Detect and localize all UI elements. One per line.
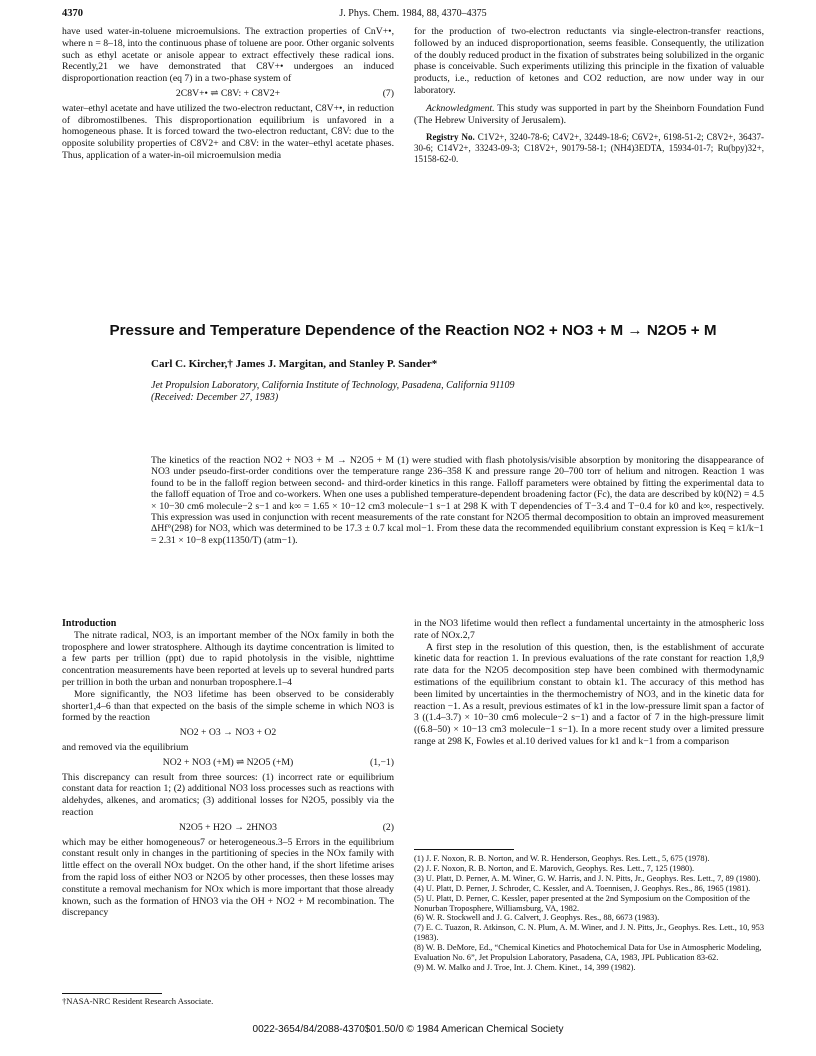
intro-paragraph-4: which may be either homogeneous7 or heterogeneous.3–5 Errors in the equilibrium constant result only in changes in the partitioning of species in the NOx family with little effect on the overall NOx budget. On the other hand, if the short lifetime arises from the rapid loss of either NO3 or N2O5 by other processes, then these losses may constitute a removal mechanism for NOx which is more important that those already known, such as the formation of HNO3 via the OH + NO2 + M recombination. The discrepancy bbox=[62, 836, 394, 919]
footnote: †NASA-NRC Resident Research Associate. bbox=[62, 996, 214, 1006]
equation-1-number: (1,−1) bbox=[369, 756, 394, 768]
intro-paragraph-3: This discrepancy can result from three sources: (1) incorrect rate or equilibrium constant data for reaction 1; (2) additional NO3 loss processes such as reactions with aldehydes, alkenes, and aromatics; (3) additional losses for N2O5, possibly via the reaction bbox=[62, 771, 394, 818]
prev-article-left-column bbox=[62, 26, 394, 162]
reference-item: (6) W. R. Stockwell and J. G. Calvert, J. Geophys. Res., 88, 6673 (1983). bbox=[414, 913, 660, 923]
affiliation-block bbox=[151, 380, 515, 403]
reference-item: (8) W. B. DeMore, Ed., “Chemical Kinetics and Photochemical Data for Use in Atmospheric Modeling, Evaluation No. 6”, Jet Propulsion Laboratory, Pasadena, CA, 1983, JPL Publication 83-62. bbox=[414, 943, 762, 963]
reference-item: (4) U. Platt, D. Perner, J. Schroder, C. Kessler, and A. Toennisen, J. Geophys. Res., 86, 1965 (1981). bbox=[414, 883, 751, 893]
prev-article-right-column bbox=[414, 26, 764, 165]
acknowledgment-text: This study was supported in part by the Sheinborn Foundation Fund (The Hebrew University of Jerusalem). bbox=[414, 102, 764, 126]
reference-item: (1) J. F. Noxon, R. B. Norton, and W. R. Henderson, Geophys. Res. Lett., 5, 675 (1978). bbox=[414, 854, 710, 863]
registry-label: Registry No. bbox=[426, 132, 475, 143]
body-right-column bbox=[414, 618, 764, 748]
references-rule bbox=[414, 849, 514, 850]
equation-formation: NO2 + O3 → NO3 + O2 bbox=[179, 727, 277, 739]
authors: Carl C. Kircher,† James J. Margitan, and Stanley P. Sander* bbox=[151, 358, 438, 370]
right-paragraph-1: in the NO3 lifetime would then reflect a fundamental uncertainty in the atmospheric loss rate of NOx.2,7 bbox=[414, 618, 764, 641]
equation-7 bbox=[62, 88, 394, 100]
footnote-rule bbox=[62, 993, 162, 994]
affiliation: Jet Propulsion Laboratory, California Institute of Technology, Pasadena, California 91109 bbox=[151, 380, 515, 391]
acknowledgment-label: Acknowledgment. bbox=[426, 102, 495, 114]
received-date: (Received: December 27, 1983) bbox=[151, 391, 279, 403]
equation-7-text: 2C8V+• ⇌ C8V: + C8V2+ bbox=[175, 87, 281, 99]
reference-item: (7) E. C. Tuazon, R. Atkinson, C. N. Plum, A. M. Winer, and J. N. Pitts, Jr., Geophys. Res. Lett., 10, 953 (1983). bbox=[414, 923, 765, 943]
abstract: The kinetics of the reaction NO2 + NO3 + M → N2O5 + M (1) were studied with flash photolysis/visible absorption by monitoring the disappearance of NO3 under pseudo-first-order conditions over the temperature range 236–358 K and pressure range 20–700 torr of helium and nitrogen. Reaction 1 was found to be in the falloff region between second- and third-order kinetics in this range. Falloff parameters were obtained by fitting the experimental data to the falloff equation of Troe and co-workers. When one uses a published temperature-dependent broadening factor (Fc), the data are described by k0(N2) = 4.5 × 10−30 cm6 molecule−2 s−1 and k∞ = 1.65 × 10−12 cm3 molecule−1 s−1 at 298 K with T dependencies of T−3.4 and T−0.4 for k0 and k∞, respectively. This expression was used in conjunction with recent measurements of the rate constant for N2O5 thermal decomposition to obtain an improved measurement ΔHf°(298) for NO3, which was determined to be 17.3 ± 0.7 kcal mol−1. From these data the recommended equilibrium constant expression is Keq = k1/k−1 = 2.31 × 10−8 exp(11350/T) (atm−1). bbox=[151, 455, 764, 546]
removed-text: and removed via the equilibrium bbox=[62, 741, 189, 753]
references-list bbox=[414, 854, 764, 973]
intro-paragraph-2: More significantly, the NO3 lifetime has been observed to be considerably shorter1,4–6 than that expected on the basis of the simple scheme in which NO3 is formed by the reaction bbox=[62, 688, 394, 724]
article-title: Pressure and Temperature Dependence of the Reaction NO2 + NO3 + M → N2O5 + M bbox=[109, 322, 717, 339]
registry-numbers bbox=[414, 132, 764, 165]
page-number: 4370 bbox=[62, 8, 83, 19]
prev-left-paragraph-1: have used water-in-toluene microemulsions. The extraction properties of CnV+•, where n = 8–18, into the continuous phase of toluene are poor. Other organic solvents such as ethyl acetate or anisole appear to extract effectively these radical ions. Recently,21 we have demonstrated that C8V+• undergoes an induced disproportionation reaction (eq 7) in a two-phase system of bbox=[62, 26, 394, 85]
intro-paragraph-1: The nitrate radical, NO3, is an important member of the NOx family in both the troposphere and lower stratosphere. Although its daytime concentration is limited to a few parts per trillion (ppt) due to rapid photolysis in the visible, nighttime concentration measurements have been reported at levels up to several hundred parts per trillion in both the urban and nonurban troposphere.1–4 bbox=[62, 629, 394, 688]
acknowledgment bbox=[414, 103, 764, 127]
equation-1-text: NO2 + NO3 (+M) ⇌ N2O5 (+M) bbox=[162, 756, 294, 768]
reference-item: (2) J. F. Noxon, R. B. Norton, and E. Marovich, Geophys. Res. Lett., 7, 125 (1980). bbox=[414, 863, 695, 873]
reference-item: (3) U. Platt, D. Perner, A. M. Winer, G. W. Harris, and J. N. Pitts, Jr., Geophys. Res. Lett., 7, 89 (1980). bbox=[414, 873, 761, 883]
equation-2 bbox=[62, 822, 394, 834]
equation-2-number: (2) bbox=[382, 821, 394, 833]
prev-left-paragraph-2: water–ethyl acetate and have utilized the two-electron reductant, C8V+•, in reduction of dibromostilbenes. This disproportionation equilibrium is unfavored in a homogeneous phase. It is forced toward the two-electron reductant, C8V: due to the opposite solubility properties of C8V2+ and C8V: in the water–ethyl acetate phases. Thus, application of a water-in-oil microemulsion media bbox=[62, 102, 394, 161]
prev-right-paragraph-1: for the production of two-electron reductants via single-electron-transfer reactions, followed by an induced disproportionation, seems feasible. Consequently, the utilization of the doubly reduced product in the fixation of substrates being solubilized in the organic phase is conceivable. Such experiments utilizing this principle in the fixation of valuable products, i.e., reduction of ketones and CO2 reduction, are now under way in our laboratory. bbox=[414, 26, 764, 96]
equation-7-number: (7) bbox=[382, 87, 394, 99]
equation-2-text: N2O5 + H2O → 2HNO3 bbox=[178, 821, 278, 833]
reference-item: (9) M. W. Malko and J. Troe, Int. J. Chem. Kinet., 14, 399 (1982). bbox=[414, 962, 636, 972]
right-paragraph-2: A first step in the resolution of this question, then, is the establishment of accurate kinetic data for reaction 1. In previous evaluations of the rate constant for reaction 1,8,9 rate data for the N2O5 decomposition step have been combined with thermodynamic estimations of the equilibrium constant to obtain k1. The accuracy of this method has been limited by uncertainties in the thermochemistry of NO3, and in the kinetic data for reaction −1. As a result, previous estimates of k1 in the low-pressure limit span a factor of 3 ((1.4–3.7) × 10−30 cm6 molecule−2 s−1) and a factor of 7 in the high-pressure limit ((6.8–50) × 10−13 cm3 molecule−1 s−1). In a more recent study over a limited pressure range at 298 K, Fowles et al.10 derived values for k1 and k−1 from a comparison bbox=[414, 641, 764, 747]
reference-item: (5) U. Platt, D. Perner, C. Kessler, paper presented at the 2nd Symposium on the Composition of the Nonurban Troposphere, Williamsburg, VA, 1982. bbox=[414, 893, 750, 913]
body-left-column bbox=[62, 618, 394, 919]
section-heading-introduction: Introduction bbox=[62, 618, 117, 629]
journal-citation: J. Phys. Chem. 1984, 88, 4370–4375 bbox=[339, 8, 487, 19]
equation-1 bbox=[62, 757, 394, 769]
running-header bbox=[62, 8, 764, 22]
registry-text: C1V2+, 3240-78-6; C4V2+, 32449-18-6; C6V2+, 6198-51-2; C8V2+, 36437-30-6; C14V2+, 33243-09-3; C18V2+, 90179-58-1; (NH4)3EDTA, 15934-01-7; Ru(bpy)32+, 15158-62-0. bbox=[414, 132, 764, 165]
page-footer: 0022-3654/84/2088-4370$01.50/0 © 1984 American Chemical Society bbox=[252, 1024, 564, 1035]
